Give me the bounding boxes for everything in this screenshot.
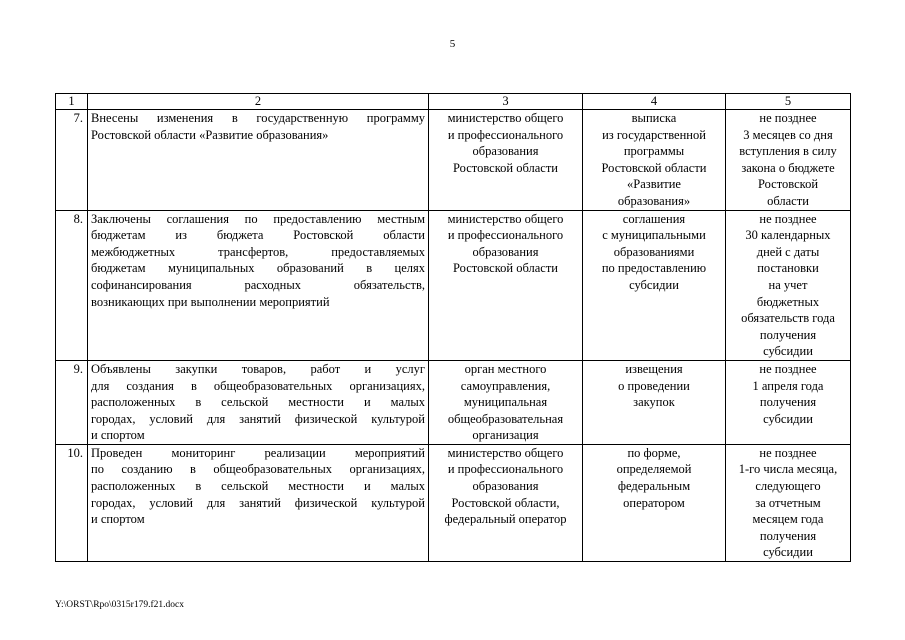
- document-type-line: программы: [623, 144, 685, 159]
- deadline-line: на учет: [768, 277, 808, 292]
- deadline-line: 1 апреля года: [752, 378, 824, 393]
- document-type-line: «Развитие: [627, 177, 681, 192]
- measure-description-line: Объявлены закупки товаров, работ и услуг: [91, 361, 425, 376]
- table-row: [56, 110, 851, 211]
- document-type-line: закупок: [633, 395, 675, 410]
- deadline-line: получения: [759, 327, 817, 342]
- measure-description-line: и спортом: [91, 428, 145, 443]
- deadline-line: месяцем года: [752, 512, 824, 527]
- document-type: [583, 110, 726, 211]
- deadline-line: не позднее: [759, 361, 817, 376]
- responsible-executor-line: образования: [472, 479, 539, 494]
- responsible-executor-line: Ростовской области: [453, 160, 558, 175]
- responsible-executor-line: орган местного: [464, 361, 547, 376]
- deadline-line: 1-го числа месяца,: [738, 462, 838, 477]
- page-number: 5: [449, 38, 456, 50]
- file-path-footer: Y:\ORST\Rpo\0315r179.f21.docx: [55, 600, 184, 610]
- measure-description-line: возникающих при выполнении мероприятий: [91, 294, 330, 309]
- responsible-executor-line: и профессионального: [447, 228, 564, 243]
- measure-description-line: Внесены изменения в государственную программу: [91, 111, 425, 125]
- measure-description-line: городах, условий для занятий физической культурой: [91, 411, 425, 426]
- measure-description-line: городах, условий для занятий физической культурой: [91, 495, 425, 510]
- responsible-executor-line: общеобразовательная: [447, 411, 564, 426]
- measure-description-line: бюджетам из бюджета Ростовской области: [91, 228, 425, 243]
- responsible-executor-line: образования: [472, 244, 539, 259]
- responsible-executor: [429, 210, 583, 360]
- responsible-executor-line: образования: [472, 144, 539, 159]
- responsible-executor-line: Ростовской области: [453, 261, 558, 276]
- deadline-line: дней с даты: [756, 244, 820, 259]
- document-type-line: по предоставлению: [601, 261, 707, 276]
- document-type-line: образованиями: [613, 244, 695, 259]
- measure-description-line: расположенных в сельской местности и малых: [91, 395, 425, 410]
- responsible-executor-line: министерство общего: [447, 111, 564, 125]
- document-type: [583, 210, 726, 360]
- deadline-line: постановки: [757, 261, 819, 276]
- deadline-line: области: [767, 193, 809, 208]
- document-type-line: из государственной: [602, 127, 706, 142]
- document-type-line: образования»: [617, 193, 691, 208]
- row-number: 9.: [56, 360, 88, 444]
- deadline-line: Ростовской: [757, 177, 819, 192]
- responsible-executor-line: самоуправления,: [460, 378, 551, 393]
- measure-description: [88, 110, 429, 211]
- header-cell-1: 1: [56, 94, 88, 110]
- document-type-line: субсидии: [629, 277, 679, 292]
- deadline-line: получения: [759, 395, 817, 410]
- responsible-executor: [429, 110, 583, 211]
- header-cell-5: 5: [726, 94, 851, 110]
- measures-table: [55, 93, 851, 562]
- document-type-line: выписка: [631, 111, 677, 125]
- deadline-line: не позднее: [759, 211, 817, 226]
- measure-description-line: софинансирования расходных обязательств,: [91, 277, 425, 292]
- measure-description-line: межбюджетных трансфертов, предоставляемых: [91, 244, 425, 259]
- responsible-executor: [429, 444, 583, 561]
- row-number: 7.: [56, 110, 88, 211]
- document-type-line: оператором: [623, 495, 685, 510]
- deadline-line: вступления в силу: [739, 144, 837, 159]
- measure-description: [88, 360, 429, 444]
- document-type: [583, 444, 726, 561]
- responsible-executor-line: и профессионального: [447, 127, 564, 142]
- deadline-line: субсидии: [763, 344, 813, 359]
- table-row: [56, 210, 851, 360]
- measure-description-line: Ростовской области «Развитие образования»: [91, 127, 329, 142]
- measure-description-line: Заключены соглашения по предоставлению местным: [91, 211, 425, 226]
- table-row: [56, 444, 851, 561]
- deadline: [726, 444, 851, 561]
- deadline-line: обязательств года: [741, 311, 835, 326]
- deadline: [726, 110, 851, 211]
- deadline-line: получения: [759, 528, 817, 543]
- deadline-line: субсидии: [763, 545, 813, 560]
- header-cell-3: 3: [429, 94, 583, 110]
- deadline: [726, 210, 851, 360]
- document-type-line: соглашения: [622, 211, 686, 226]
- deadline-line: не позднее: [759, 111, 817, 125]
- deadline-line: не позднее: [759, 445, 817, 460]
- measure-description-line: расположенных в сельской местности и малых: [91, 479, 425, 494]
- responsible-executor-line: министерство общего: [447, 445, 564, 460]
- document-type-line: Ростовской области: [601, 160, 707, 175]
- deadline-line: за отчетным: [755, 495, 821, 510]
- document-type: [583, 360, 726, 444]
- responsible-executor-line: Ростовской области,: [451, 495, 560, 510]
- document-type-line: с муниципальными: [602, 228, 706, 243]
- header-cell-2: 2: [88, 94, 429, 110]
- row-number: 10.: [56, 444, 88, 561]
- responsible-executor-line: и профессионального: [447, 462, 564, 477]
- measure-description-line: по созданию в общеобразовательных организациях,: [91, 462, 425, 477]
- deadline-line: 30 календарных: [745, 228, 831, 243]
- responsible-executor: [429, 360, 583, 444]
- measure-description: [88, 210, 429, 360]
- table-header-row: [56, 94, 851, 110]
- deadline-line: 3 месяцев со дня: [743, 127, 833, 142]
- deadline: [726, 360, 851, 444]
- responsible-executor-line: организация: [472, 428, 539, 443]
- document-type-line: извещения: [625, 361, 683, 376]
- document-type-line: определяемой: [616, 462, 692, 477]
- measure-description-line: Проведен мониторинг реализации мероприятий: [91, 445, 425, 460]
- row-number: 8.: [56, 210, 88, 360]
- measure-description-line: для создания в общеобразовательных организациях,: [91, 378, 425, 393]
- measure-description-line: и спортом: [91, 512, 145, 527]
- document-type-line: о проведении: [618, 378, 690, 393]
- deadline-line: субсидии: [763, 411, 813, 426]
- table-row: [56, 360, 851, 444]
- responsible-executor-line: министерство общего: [447, 211, 564, 226]
- deadline-line: следующего: [755, 479, 821, 494]
- measure-description: [88, 444, 429, 561]
- document-type-line: по форме,: [627, 445, 681, 460]
- document-type-line: федеральным: [617, 479, 691, 494]
- deadline-line: бюджетных: [756, 294, 820, 309]
- header-cell-4: 4: [583, 94, 726, 110]
- responsible-executor-line: муниципальная: [463, 395, 548, 410]
- deadline-line: закона о бюджете: [741, 160, 835, 175]
- responsible-executor-line: федеральный оператор: [444, 512, 567, 527]
- measure-description-line: бюджетам муниципальных образований в целях: [91, 261, 425, 276]
